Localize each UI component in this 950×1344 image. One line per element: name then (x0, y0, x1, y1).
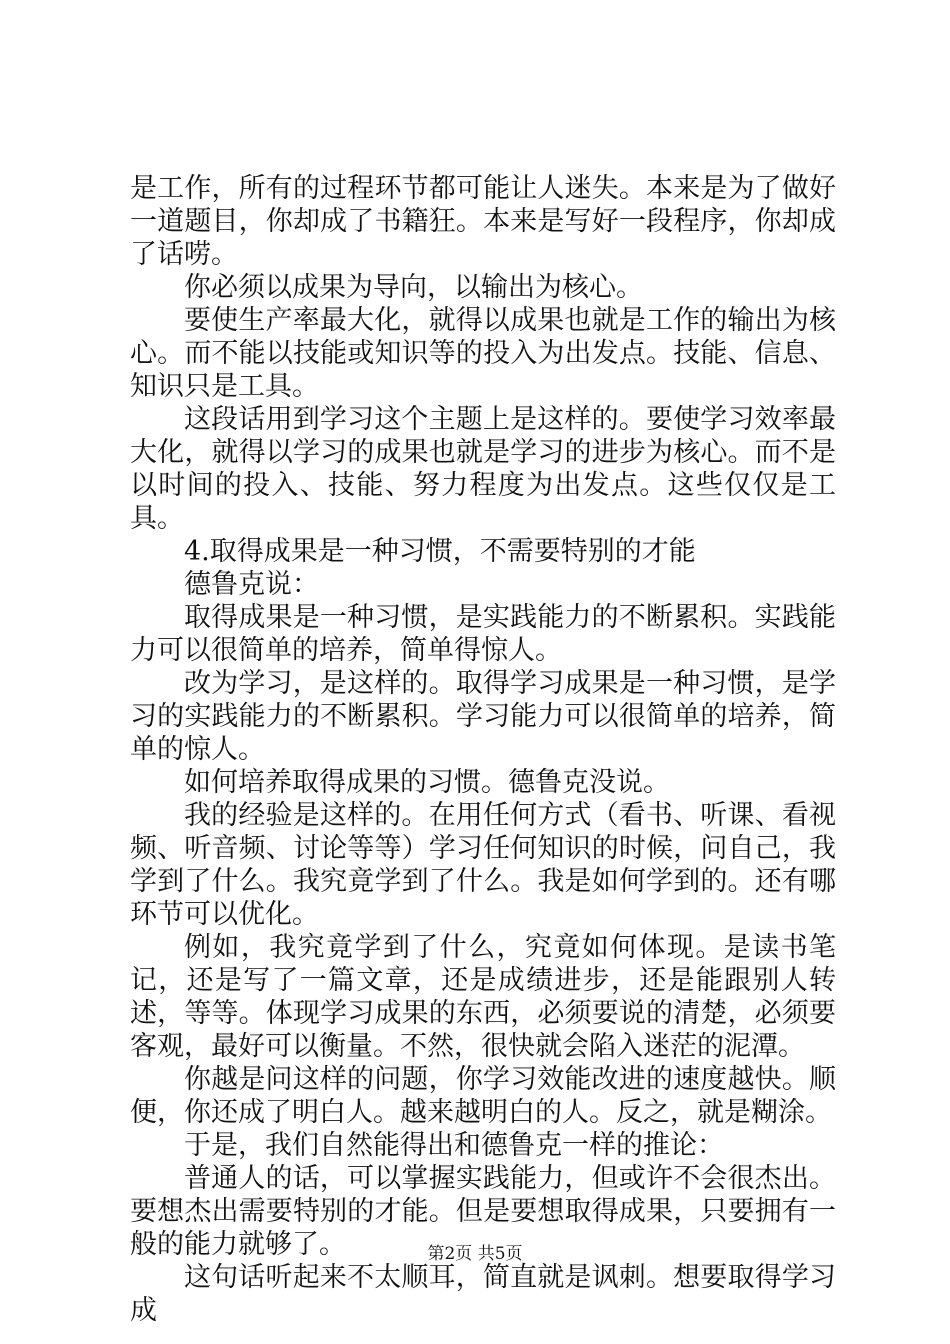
paragraph-15: 这句话听起来不太顺耳，简直就是讽刺。想要取得学习成 (130, 1262, 836, 1326)
paragraph-3: 要使生产率最大化，就得以成果也就是工作的输出为核心。而不能以技能或知识等的投入为出发点。技能、信息、知识只是工具。 (130, 305, 836, 402)
paragraph-12: 你越是问这样的问题，你学习效能改进的速度越快。顺便，你还成了明白人。越来越明白的人。反之，就是糊涂。 (130, 1064, 836, 1128)
paragraph-2: 你必须以成果为导向，以输出为核心。 (184, 272, 643, 303)
paragraph-10: 我的经验是这样的。在用任何方式（看书、听课、看视频、听音频、讨论等等）学习任何知识的时候，问自己，我学到了什么。我究竟学到了什么。我是如何学到的。还有哪环节可以优化。 (130, 800, 836, 930)
paragraph-4: 这段话用到学习这个主题上是这样的。要使学习效率最大化，就得以学习的成果也就是学习的进步为核心。而不是以时间的投入、技能、努力程度为出发点。这些仅仅是工具。 (130, 404, 836, 534)
page-number-footer: 第2页 共5页 (427, 1244, 523, 1264)
paragraph-8: 改为学习，是这样的。取得学习成果是一种习惯，是学习的实践能力的不断累积。学习能力可以很简单的培养，简单的惊人。 (130, 668, 836, 765)
paragraph-6: 德鲁克说： (184, 569, 319, 600)
paragraph-7: 取得成果是一种习惯，是实践能力的不断累积。实践能力可以很简单的培养，简单得惊人。 (130, 602, 836, 666)
paragraph-14: 普通人的话，可以掌握实践能力，但或许不会很杰出。要想杰出需要特别的才能。但是要想取得成果，只要拥有一般的能力就够了。 (130, 1163, 836, 1260)
paragraph-13: 于是，我们自然能得出和德鲁克一样的推论： (184, 1130, 724, 1161)
document-body (130, 172, 836, 1327)
paragraph-9: 如何培养取得成果的习惯。德鲁克没说。 (184, 767, 670, 798)
section-heading: 4.取得成果是一种习惯，不需要特别的才能 (184, 536, 696, 567)
paragraph-1: 是工作，所有的过程环节都可能让人迷失。本来是为了做好一道题目，你却成了书籍狂。本来是写好一段程序，你却成了话唠。 (130, 173, 836, 270)
paragraph-11: 例如，我究竟学到了什么，究竟如何体现。是读书笔记，还是写了一篇文章，还是成绩进步，还是能跟别人转述，等等。体现学习成果的东西，必须要说的清楚，必须要客观，最好可以衡量。不然，很快就会陷入迷茫的泥潭。 (130, 932, 836, 1062)
